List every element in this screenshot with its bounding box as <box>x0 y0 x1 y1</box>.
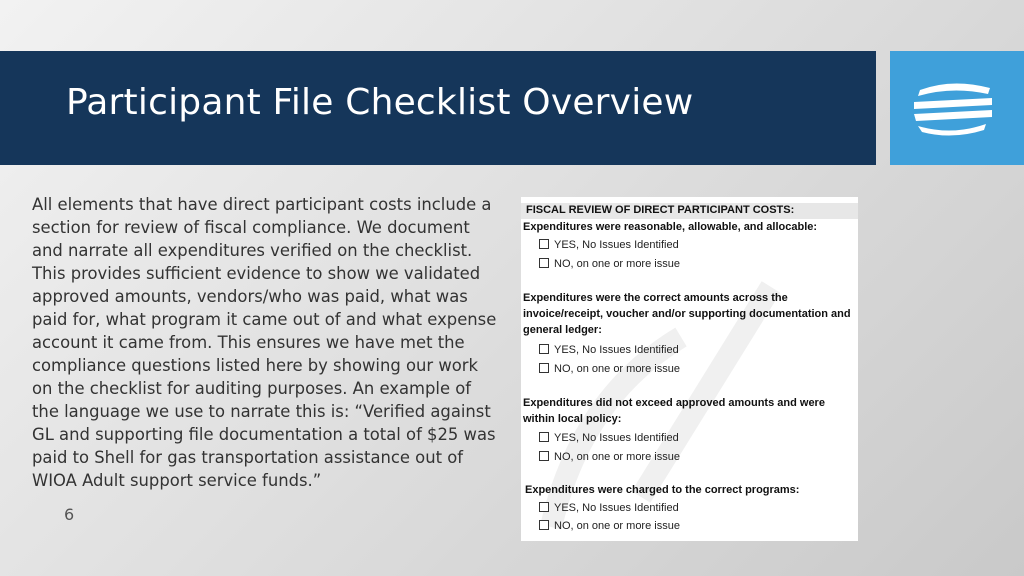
logo-icon <box>912 78 994 138</box>
checkbox-icon[interactable] <box>539 344 549 354</box>
checkbox-icon[interactable] <box>539 451 549 461</box>
question-4-yes-option: YES, No Issues Identified <box>539 501 679 515</box>
question-2: Expenditures were the correct amounts across the invoice/receipt, voucher and/or supporting documentation and general ledger: <box>523 292 851 336</box>
question-2-yes-option: YES, No Issues Identified <box>539 343 679 357</box>
question-3-no-option: NO, on one or more issue <box>539 450 680 464</box>
question-4-no-option: NO, on one or more issue <box>539 519 680 533</box>
checklist-form-image <box>521 197 858 541</box>
checkbox-icon[interactable] <box>539 520 549 530</box>
question-4: Expenditures were charged to the correct programs: <box>525 484 800 496</box>
checkbox-icon[interactable] <box>539 258 549 268</box>
body-text: All elements that have direct participant costs include a section for review of fiscal compliance. We document and narrate all expenditures verified on the checklist. This provides sufficient evidence to show we validated approved amounts, vendors/who was paid, what was paid for, what program it came out of and what expense account it came from. This ensures we have met the compliance questions listed here by showing our work on the checklist for auditing purposes. An example of the language we use to narrate this is: “Verified against GL and supporting file documentation a total of $25 was paid to Shell for gas transportation assistance out of WIOA Adult support service funds.” <box>32 195 497 490</box>
checkbox-icon[interactable] <box>539 502 549 512</box>
logo <box>890 51 1024 165</box>
checkbox-icon[interactable] <box>539 363 549 373</box>
question-3-yes-option: YES, No Issues Identified <box>539 431 679 445</box>
question-1: Expenditures were reasonable, allowable, and allocable: <box>523 221 818 233</box>
form-header: FISCAL REVIEW OF DIRECT PARTICIPANT COSTS: <box>521 203 858 219</box>
slide-title: Participant File Checklist Overview <box>66 82 694 123</box>
question-1-no-option: NO, on one or more issue <box>539 257 680 271</box>
question-1-yes-option: YES, No Issues Identified <box>539 238 679 252</box>
checkbox-icon[interactable] <box>539 239 549 249</box>
page-number: 6 <box>64 505 75 524</box>
checkbox-icon[interactable] <box>539 432 549 442</box>
question-3: Expenditures did not exceed approved amounts and were within local policy: <box>523 397 825 425</box>
question-2-no-option: NO, on one or more issue <box>539 362 680 376</box>
